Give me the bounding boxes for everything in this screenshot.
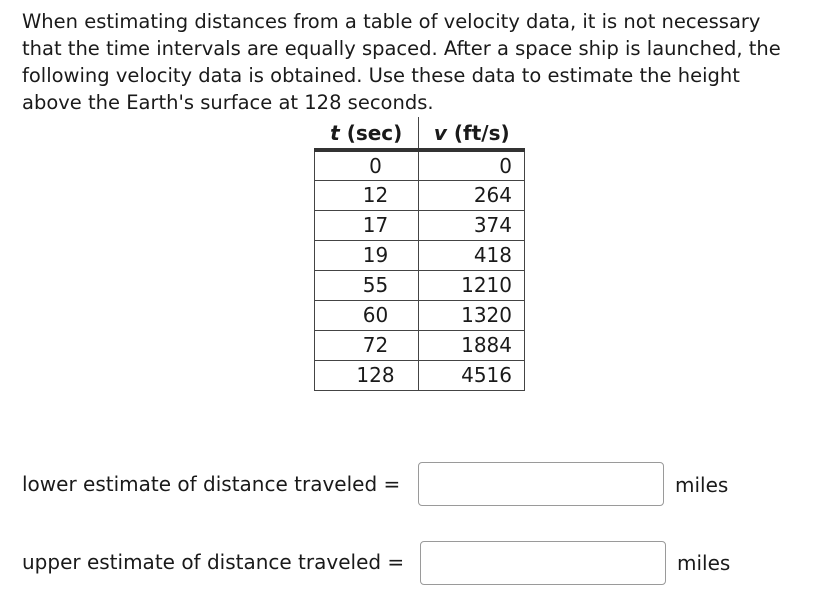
- time-cell: 19: [315, 240, 419, 270]
- lower-estimate-label: lower estimate of distance traveled =: [22, 472, 401, 496]
- velocity-cell: 0: [419, 150, 525, 180]
- lower-estimate-input[interactable]: [418, 462, 664, 506]
- lower-estimate-unit: miles: [675, 473, 729, 497]
- velocity-cell: 418: [419, 240, 525, 270]
- table-row: [315, 330, 525, 360]
- time-cell: 55: [315, 270, 419, 300]
- lower-estimate-row: [22, 472, 400, 496]
- problem-statement: When estimating distances from a table of velocity data, it is not necessary that the time intervals are equally spaced. After a space ship is launched, the following velocity data is obtained. Use these data to estimate the height above the Earth's surface at 128 seconds.: [22, 10, 781, 114]
- table-row: [315, 360, 525, 390]
- velocity-table-container: [314, 117, 525, 391]
- velocity-cell: 1884: [419, 330, 525, 360]
- table-header-row: [315, 117, 525, 150]
- velocity-cell: 4516: [419, 360, 525, 390]
- time-cell: 72: [315, 330, 419, 360]
- time-cell: 60: [315, 300, 419, 330]
- velocity-cell: 374: [419, 210, 525, 240]
- header-time: t (sec): [315, 117, 419, 150]
- velocity-cell: 1210: [419, 270, 525, 300]
- time-cell: 128: [315, 360, 419, 390]
- upper-estimate-label: upper estimate of distance traveled =: [22, 550, 405, 574]
- time-cell: 17: [315, 210, 419, 240]
- upper-estimate-input[interactable]: [420, 541, 666, 585]
- velocity-cell: 1320: [419, 300, 525, 330]
- time-cell: 0: [315, 150, 419, 180]
- table-row: [315, 240, 525, 270]
- upper-estimate-row: [22, 550, 404, 574]
- table-row: [315, 180, 525, 210]
- table-row: [315, 300, 525, 330]
- upper-estimate-unit: miles: [677, 551, 731, 575]
- velocity-table: [314, 117, 525, 391]
- table-row: [315, 210, 525, 240]
- velocity-cell: 264: [419, 180, 525, 210]
- time-cell: 12: [315, 180, 419, 210]
- table-row: [315, 150, 525, 180]
- header-velocity: v (ft/s): [419, 117, 525, 150]
- table-row: [315, 270, 525, 300]
